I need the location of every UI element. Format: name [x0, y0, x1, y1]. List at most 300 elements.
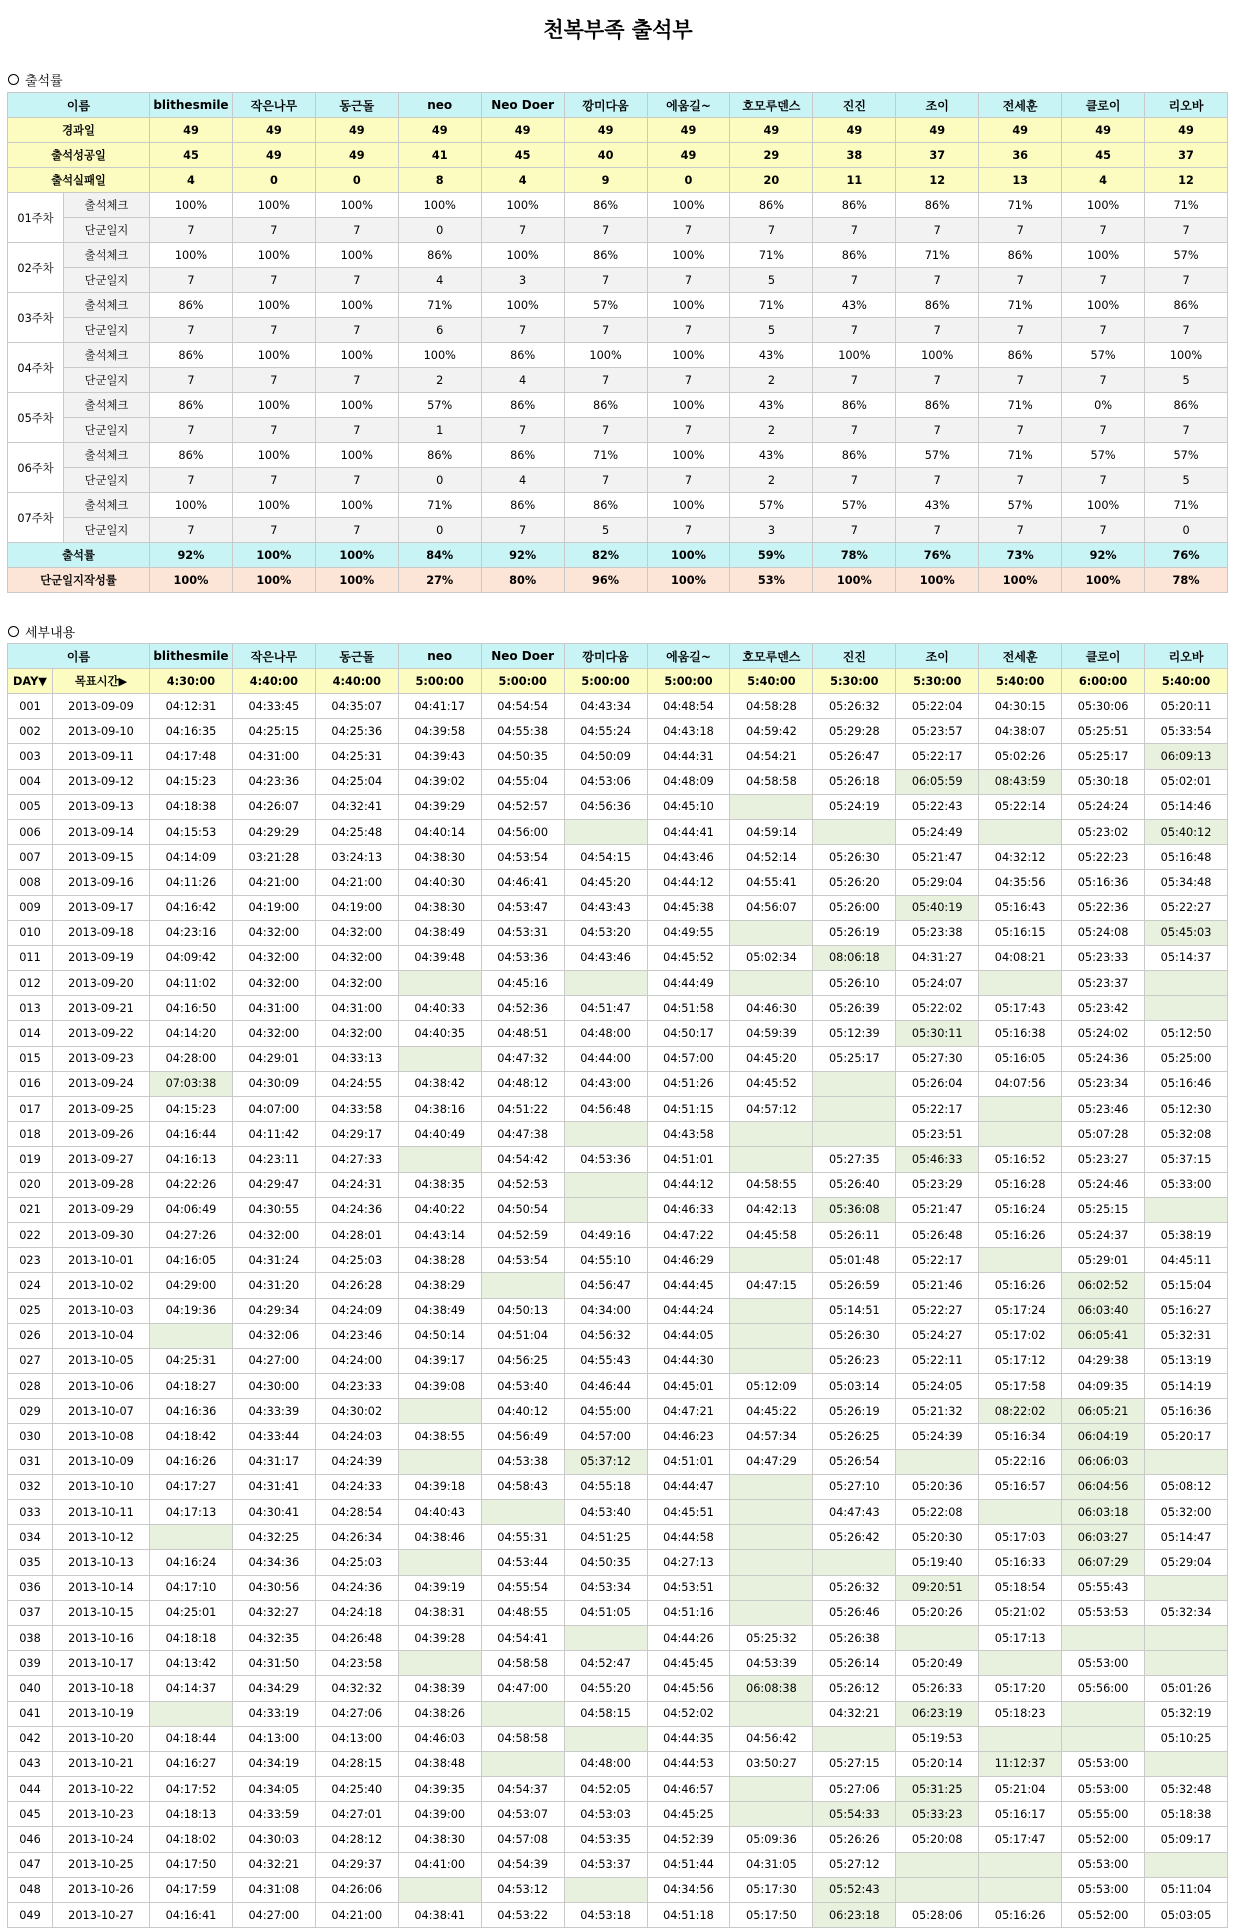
time-cell: 04:24:18: [315, 1600, 398, 1625]
time-cell: 04:44:49: [647, 971, 730, 996]
diary-cell: 7: [813, 268, 896, 293]
day-row: [8, 1273, 1228, 1298]
time-cell: 04:48:00: [564, 1021, 647, 1046]
time-cell: 05:26:23: [813, 1348, 896, 1373]
time-cell: 05:26:14: [813, 1651, 896, 1676]
time-cell: 04:58:55: [730, 1172, 813, 1197]
time-cell: 04:53:03: [564, 1802, 647, 1827]
time-cell: 05:14:37: [1145, 945, 1228, 970]
missed-cell: [398, 971, 481, 996]
time-cell: 04:40:22: [398, 1197, 481, 1222]
time-cell: 04:29:38: [1062, 1348, 1145, 1373]
time-cell: 05:16:26: [979, 1273, 1062, 1298]
stat-cell: 49: [232, 143, 315, 168]
time-cell: 05:22:11: [896, 1348, 979, 1373]
week-label: 01주차: [8, 193, 64, 243]
missed-cell: [730, 794, 813, 819]
time-cell: 04:35:56: [979, 870, 1062, 895]
time-cell: 04:16:24: [150, 1550, 233, 1575]
time-cell: 05:55:00: [1062, 1802, 1145, 1827]
stat-cell: 49: [398, 118, 481, 143]
missed-cell: [730, 1147, 813, 1172]
diary-cell: 7: [896, 268, 979, 293]
time-cell: 05:26:32: [813, 1575, 896, 1600]
time-cell: 06:04:56: [1062, 1474, 1145, 1499]
week-check-row: [8, 493, 1228, 518]
check-label: 출석체크: [64, 493, 150, 518]
day-row: [8, 1374, 1228, 1399]
time-cell: 05:26:25: [813, 1424, 896, 1449]
time-cell: 04:56:42: [730, 1726, 813, 1751]
stat-cell: 12: [1145, 168, 1228, 193]
time-cell: 05:16:26: [979, 1903, 1062, 1928]
time-cell: 04:52:05: [564, 1777, 647, 1802]
day-row: [8, 1046, 1228, 1071]
check-cell: 100%: [481, 243, 564, 268]
member-name: 에움길~: [647, 644, 730, 669]
check-cell: 86%: [150, 343, 233, 368]
time-cell: 05:27:15: [813, 1751, 896, 1776]
check-cell: 100%: [315, 293, 398, 318]
day-row: [8, 1575, 1228, 1600]
day-number: 002: [8, 719, 53, 744]
time-cell: 04:38:26: [398, 1701, 481, 1726]
time-cell: 04:31:00: [315, 996, 398, 1021]
time-cell: 05:16:05: [979, 1046, 1062, 1071]
time-cell: 05:14:51: [813, 1298, 896, 1323]
time-cell: 04:27:26: [150, 1222, 233, 1247]
stat-cell: 49: [315, 143, 398, 168]
time-cell: 04:38:28: [398, 1248, 481, 1273]
missed-cell: [398, 1651, 481, 1676]
day-row: [8, 694, 1228, 719]
check-cell: 86%: [398, 243, 481, 268]
time-cell: 05:24:27: [896, 1323, 979, 1348]
time-cell: 05:16:38: [979, 1021, 1062, 1046]
member-name: 리오바: [1145, 93, 1228, 118]
time-cell: 04:18:02: [150, 1827, 233, 1852]
time-cell: 05:45:03: [1145, 920, 1228, 945]
member-name: 호모루덴스: [730, 644, 813, 669]
time-cell: 04:39:19: [398, 1575, 481, 1600]
diary-cell: 7: [315, 418, 398, 443]
time-cell: 05:26:46: [813, 1600, 896, 1625]
time-cell: 04:26:07: [232, 794, 315, 819]
time-cell: 04:47:00: [481, 1676, 564, 1701]
member-name: 깡미다움: [564, 93, 647, 118]
time-cell: 05:31:25: [896, 1777, 979, 1802]
day-number: 045: [8, 1802, 53, 1827]
rate-cell: 92%: [150, 543, 233, 568]
time-cell: 04:31:00: [232, 744, 315, 769]
time-cell: 05:53:00: [1062, 1852, 1145, 1877]
day-number: 022: [8, 1222, 53, 1247]
time-cell: 04:45:20: [564, 870, 647, 895]
member-name: 작은나무: [232, 644, 315, 669]
stat-cell: 4: [481, 168, 564, 193]
time-cell: 04:21:00: [232, 870, 315, 895]
day-row: [8, 1852, 1228, 1877]
time-cell: 05:22:27: [896, 1298, 979, 1323]
time-cell: 04:57:08: [481, 1827, 564, 1852]
stat-cell: 0: [232, 168, 315, 193]
time-cell: 04:29:00: [150, 1273, 233, 1298]
time-cell: 04:53:44: [481, 1550, 564, 1575]
missed-cell: [1145, 1575, 1228, 1600]
time-cell: 04:46:29: [647, 1248, 730, 1273]
diary-rate-cell: 100%: [896, 568, 979, 593]
time-cell: 04:51:05: [564, 1600, 647, 1625]
time-cell: 04:23:33: [315, 1374, 398, 1399]
missed-cell: [398, 1449, 481, 1474]
stat-cell: 49: [564, 118, 647, 143]
week-check-row: [8, 443, 1228, 468]
missed-cell: [896, 1625, 979, 1650]
check-cell: 100%: [813, 343, 896, 368]
time-cell: 04:34:56: [647, 1877, 730, 1902]
missed-cell: [150, 1525, 233, 1550]
time-cell: 04:27:33: [315, 1147, 398, 1172]
time-cell: 04:53:07: [481, 1802, 564, 1827]
time-cell: 04:39:08: [398, 1374, 481, 1399]
target-cell: 5:00:00: [564, 669, 647, 694]
time-cell: 04:17:10: [150, 1575, 233, 1600]
check-cell: 100%: [315, 493, 398, 518]
time-cell: 03:24:13: [315, 845, 398, 870]
time-cell: 05:16:36: [1062, 870, 1145, 895]
time-cell: 05:26:30: [813, 845, 896, 870]
stat-cell: 45: [1062, 143, 1145, 168]
time-cell: 04:32:12: [979, 845, 1062, 870]
time-cell: 05:21:47: [896, 845, 979, 870]
rate-cell: 100%: [315, 543, 398, 568]
target-cell: 5:00:00: [481, 669, 564, 694]
check-cell: 100%: [232, 493, 315, 518]
time-cell: 04:56:07: [730, 895, 813, 920]
time-cell: 04:44:12: [647, 870, 730, 895]
day-number: 040: [8, 1676, 53, 1701]
missed-cell: [564, 1625, 647, 1650]
time-cell: 04:52:36: [481, 996, 564, 1021]
date-cell: 2013-10-21: [53, 1751, 150, 1776]
time-cell: 05:23:42: [1062, 996, 1145, 1021]
time-cell: 04:53:37: [564, 1852, 647, 1877]
time-cell: 04:48:09: [647, 769, 730, 794]
member-name: 전세훈: [979, 93, 1062, 118]
date-cell: 2013-10-10: [53, 1474, 150, 1499]
date-cell: 2013-10-01: [53, 1248, 150, 1273]
check-cell: 86%: [481, 443, 564, 468]
time-cell: 04:44:30: [647, 1348, 730, 1373]
missed-cell: [730, 1323, 813, 1348]
check-cell: 0%: [1062, 393, 1145, 418]
time-cell: 04:21:00: [315, 1903, 398, 1928]
diary-cell: 0: [1145, 518, 1228, 543]
time-cell: 04:38:48: [398, 1751, 481, 1776]
stat-cell: 49: [481, 118, 564, 143]
time-cell: 05:29:01: [1062, 1248, 1145, 1273]
time-cell: 04:24:31: [315, 1172, 398, 1197]
day-row: [8, 1071, 1228, 1096]
diary-cell: 7: [481, 218, 564, 243]
time-cell: 06:07:29: [1062, 1550, 1145, 1575]
time-cell: 04:40:49: [398, 1122, 481, 1147]
time-cell: 04:55:54: [481, 1575, 564, 1600]
day-row: [8, 1197, 1228, 1222]
stat-cell: 49: [150, 118, 233, 143]
time-cell: 05:19:53: [896, 1726, 979, 1751]
diary-cell: 7: [1062, 418, 1145, 443]
time-cell: 04:24:33: [315, 1474, 398, 1499]
missed-cell: [1062, 1701, 1145, 1726]
time-cell: 05:32:08: [1145, 1122, 1228, 1147]
time-cell: 04:57:00: [564, 1424, 647, 1449]
check-cell: 100%: [1145, 343, 1228, 368]
time-cell: 04:19:36: [150, 1298, 233, 1323]
check-cell: 86%: [979, 243, 1062, 268]
date-cell: 2013-09-20: [53, 971, 150, 996]
time-cell: 04:42:13: [730, 1197, 813, 1222]
time-cell: 04:16:05: [150, 1248, 233, 1273]
time-cell: 05:26:18: [813, 769, 896, 794]
stat-cell: 40: [564, 143, 647, 168]
date-cell: 2013-09-09: [53, 694, 150, 719]
time-cell: 05:26:38: [813, 1625, 896, 1650]
time-cell: 06:03:27: [1062, 1525, 1145, 1550]
time-cell: 04:34:19: [232, 1751, 315, 1776]
time-cell: 04:26:28: [315, 1273, 398, 1298]
time-cell: 05:54:33: [813, 1802, 896, 1827]
diary-cell: 7: [232, 318, 315, 343]
check-cell: 43%: [730, 343, 813, 368]
summary-table: [7, 92, 1228, 593]
time-cell: 04:55:41: [730, 870, 813, 895]
time-cell: 04:48:54: [647, 694, 730, 719]
rate-cell: 92%: [481, 543, 564, 568]
stat-cell: 49: [979, 118, 1062, 143]
missed-cell: [979, 1097, 1062, 1122]
diary-cell: 2: [730, 368, 813, 393]
date-cell: 2013-10-27: [53, 1903, 150, 1928]
time-cell: 04:17:52: [150, 1777, 233, 1802]
rate-cell: 84%: [398, 543, 481, 568]
time-cell: 04:55:00: [564, 1399, 647, 1424]
time-cell: 05:12:09: [730, 1374, 813, 1399]
time-cell: 04:21:00: [315, 870, 398, 895]
time-cell: 04:45:52: [730, 1071, 813, 1096]
diary-cell: 7: [1062, 368, 1145, 393]
day-number: 014: [8, 1021, 53, 1046]
diary-rate-row: [8, 568, 1228, 593]
diary-cell: 0: [398, 218, 481, 243]
time-cell: 04:39:00: [398, 1802, 481, 1827]
day-number: 009: [8, 895, 53, 920]
check-cell: 71%: [730, 243, 813, 268]
time-cell: 04:56:25: [481, 1348, 564, 1373]
missed-cell: [979, 819, 1062, 844]
time-cell: 04:16:42: [150, 895, 233, 920]
missed-cell: [1145, 1449, 1228, 1474]
time-cell: 04:52:59: [481, 1222, 564, 1247]
time-cell: 04:51:25: [564, 1525, 647, 1550]
time-cell: 06:03:18: [1062, 1500, 1145, 1525]
time-cell: 05:22:43: [896, 794, 979, 819]
time-cell: 05:40:19: [896, 895, 979, 920]
stat-cell: 49: [1062, 118, 1145, 143]
check-cell: 57%: [398, 393, 481, 418]
missed-cell: [481, 1751, 564, 1776]
time-cell: 04:58:28: [730, 694, 813, 719]
time-cell: 04:55:18: [564, 1474, 647, 1499]
time-cell: 04:40:14: [398, 819, 481, 844]
time-cell: 05:21:32: [896, 1399, 979, 1424]
time-cell: 05:23:27: [1062, 1147, 1145, 1172]
time-cell: 05:20:14: [896, 1751, 979, 1776]
check-cell: 71%: [896, 243, 979, 268]
time-cell: 05:26:59: [813, 1273, 896, 1298]
missed-cell: [1145, 996, 1228, 1021]
time-cell: 04:30:09: [232, 1071, 315, 1096]
time-cell: 04:15:53: [150, 819, 233, 844]
time-cell: 05:21:46: [896, 1273, 979, 1298]
check-cell: 86%: [564, 193, 647, 218]
date-cell: 2013-09-22: [53, 1021, 150, 1046]
time-cell: 04:32:00: [315, 1021, 398, 1046]
time-cell: 04:25:48: [315, 819, 398, 844]
circle-icon: [8, 626, 19, 637]
date-cell: 2013-10-23: [53, 1802, 150, 1827]
time-cell: 05:17:02: [979, 1323, 1062, 1348]
day-number: 004: [8, 769, 53, 794]
date-cell: 2013-09-11: [53, 744, 150, 769]
missed-cell: [979, 1852, 1062, 1877]
missed-cell: [1062, 1726, 1145, 1751]
day-row: [8, 1248, 1228, 1273]
target-cell: 5:40:00: [730, 669, 813, 694]
time-cell: 05:22:08: [896, 1500, 979, 1525]
time-cell: 04:33:45: [232, 694, 315, 719]
time-cell: 04:52:14: [730, 845, 813, 870]
check-cell: 100%: [232, 343, 315, 368]
time-cell: 04:39:18: [398, 1474, 481, 1499]
date-cell: 2013-10-05: [53, 1348, 150, 1373]
stat-cell: 49: [1145, 118, 1228, 143]
check-cell: 57%: [1062, 343, 1145, 368]
diary-cell: 7: [896, 368, 979, 393]
time-cell: 04:47:32: [481, 1046, 564, 1071]
week-label: 06주차: [8, 443, 64, 493]
time-cell: 05:17:20: [979, 1676, 1062, 1701]
missed-cell: [564, 1122, 647, 1147]
time-cell: 04:22:26: [150, 1172, 233, 1197]
day-number: 033: [8, 1500, 53, 1525]
time-cell: 04:58:58: [481, 1651, 564, 1676]
time-cell: 05:09:36: [730, 1827, 813, 1852]
time-cell: 05:20:08: [896, 1827, 979, 1852]
time-cell: 04:11:02: [150, 971, 233, 996]
time-cell: 05:07:28: [1062, 1122, 1145, 1147]
diary-cell: 7: [150, 518, 233, 543]
time-cell: 05:26:04: [896, 1071, 979, 1096]
check-cell: 100%: [150, 493, 233, 518]
check-cell: 43%: [730, 393, 813, 418]
time-cell: 05:20:17: [1145, 1424, 1228, 1449]
row-label: 경과일: [8, 118, 150, 143]
time-cell: 04:40:35: [398, 1021, 481, 1046]
target-cell: 5:30:00: [896, 669, 979, 694]
time-cell: 05:17:47: [979, 1827, 1062, 1852]
time-cell: 05:24:39: [896, 1424, 979, 1449]
day-row: [8, 1122, 1228, 1147]
time-cell: 05:13:19: [1145, 1348, 1228, 1373]
time-cell: 04:43:58: [647, 1122, 730, 1147]
date-cell: 2013-09-25: [53, 1097, 150, 1122]
time-cell: 05:08:12: [1145, 1474, 1228, 1499]
time-cell: 05:24:49: [896, 819, 979, 844]
time-cell: 04:18:13: [150, 1802, 233, 1827]
check-cell: 57%: [730, 493, 813, 518]
diary-label: 단군일지: [64, 318, 150, 343]
diary-cell: 7: [647, 218, 730, 243]
check-cell: 100%: [232, 293, 315, 318]
time-cell: 05:40:12: [1145, 819, 1228, 844]
day-row: [8, 1903, 1228, 1928]
check-cell: 71%: [1145, 193, 1228, 218]
time-cell: 05:16:52: [979, 1147, 1062, 1172]
time-cell: 04:31:50: [232, 1651, 315, 1676]
time-cell: 05:03:05: [1145, 1903, 1228, 1928]
diary-label: 단군일지: [64, 418, 150, 443]
day-number: 012: [8, 971, 53, 996]
day-row: [8, 744, 1228, 769]
time-cell: 04:50:35: [564, 1550, 647, 1575]
time-cell: 04:50:13: [481, 1298, 564, 1323]
time-cell: 05:23:37: [1062, 971, 1145, 996]
missed-cell: [730, 1298, 813, 1323]
day-row: [8, 1147, 1228, 1172]
time-cell: 04:35:07: [315, 694, 398, 719]
diary-cell: 7: [647, 518, 730, 543]
time-cell: 06:23:18: [813, 1903, 896, 1928]
member-name: Neo Doer: [481, 644, 564, 669]
stat-cell: 0: [647, 168, 730, 193]
date-cell: 2013-09-28: [53, 1172, 150, 1197]
time-cell: 05:55:43: [1062, 1575, 1145, 1600]
diary-cell: 7: [979, 468, 1062, 493]
diary-cell: 7: [896, 418, 979, 443]
time-cell: 04:55:31: [481, 1525, 564, 1550]
stat-cell: 45: [481, 143, 564, 168]
day-row: [8, 1777, 1228, 1802]
check-cell: 86%: [896, 393, 979, 418]
date-cell: 2013-09-15: [53, 845, 150, 870]
check-cell: 86%: [564, 493, 647, 518]
time-cell: 05:22:16: [979, 1449, 1062, 1474]
diary-cell: 7: [1145, 318, 1228, 343]
time-cell: 04:12:31: [150, 694, 233, 719]
date-cell: 2013-09-19: [53, 945, 150, 970]
time-cell: 05:53:00: [1062, 1751, 1145, 1776]
time-cell: 05:24:08: [1062, 920, 1145, 945]
time-cell: 04:45:56: [647, 1676, 730, 1701]
diary-cell: 7: [896, 318, 979, 343]
time-cell: 05:17:24: [979, 1298, 1062, 1323]
day-row: [8, 1348, 1228, 1373]
check-cell: 86%: [1145, 293, 1228, 318]
check-cell: 86%: [564, 243, 647, 268]
check-cell: 100%: [564, 343, 647, 368]
day-number: 021: [8, 1197, 53, 1222]
